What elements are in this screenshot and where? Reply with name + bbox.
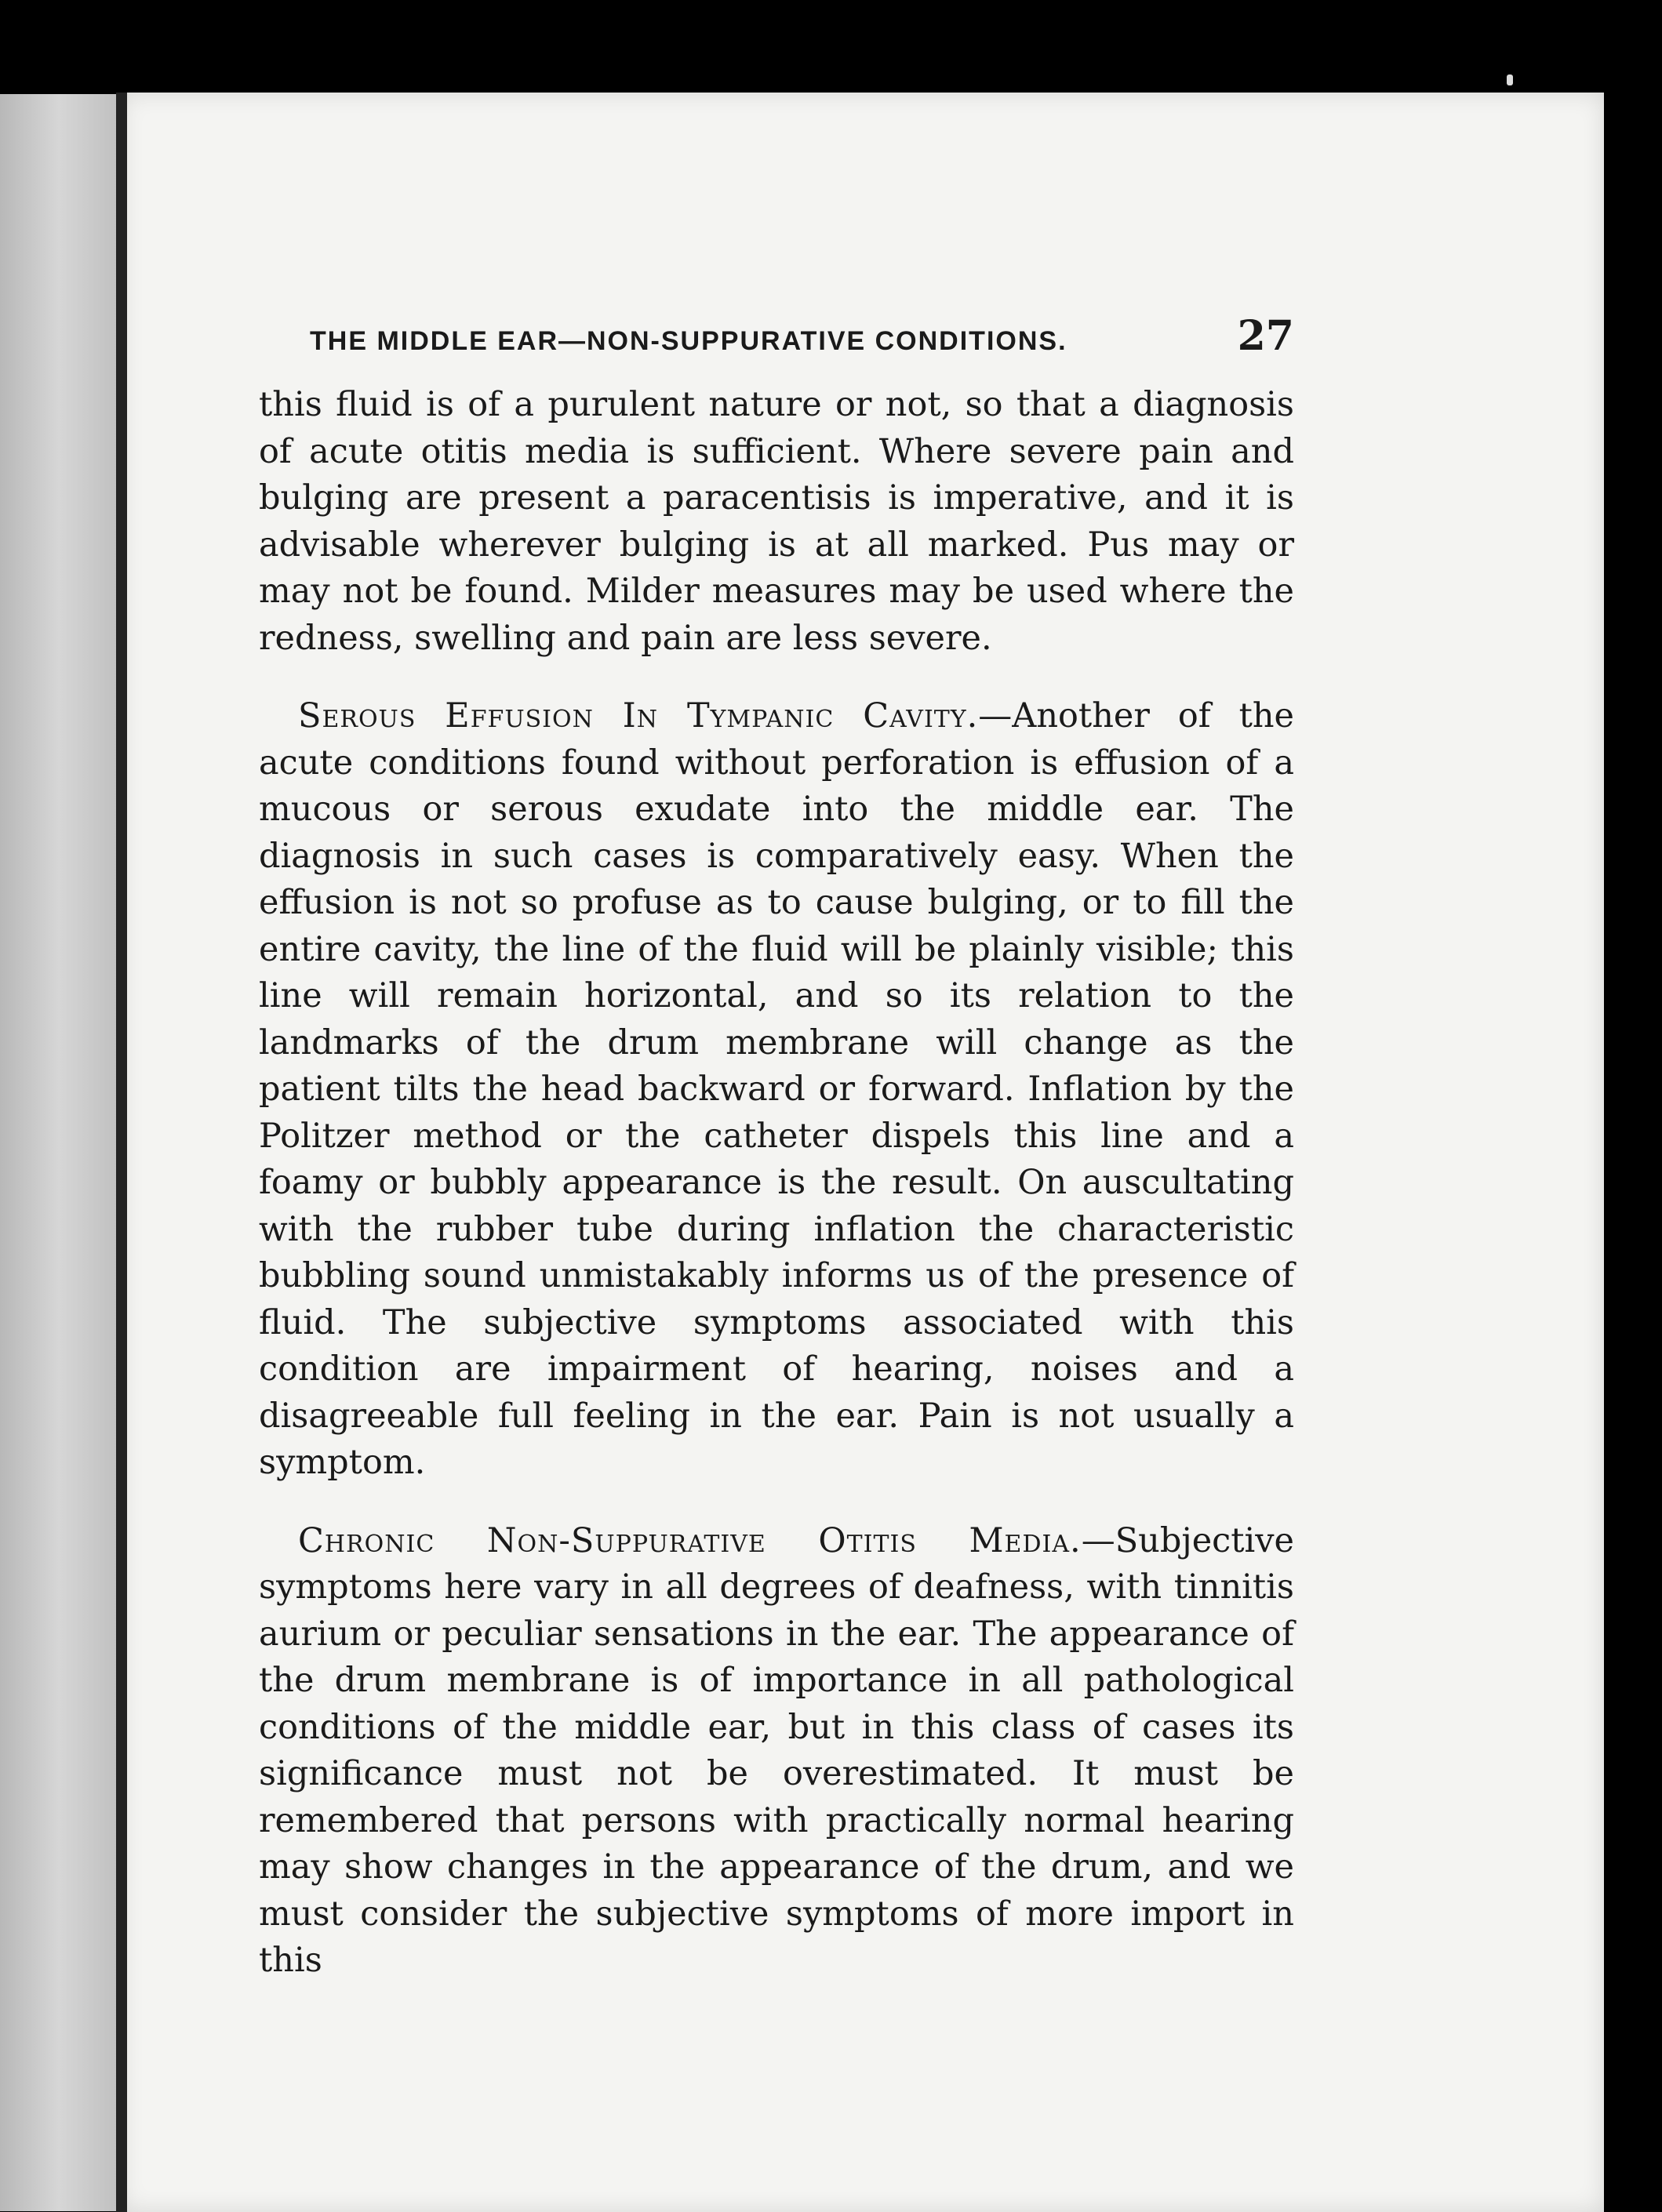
scan-speck <box>1507 74 1513 85</box>
paragraph-1: this fluid is of a purulent nature or not, so that a diagnosis of acute otitis media is sufficient. Where severe pain and bulging are present a paracentisis is imperative, and it is advisable wherever bulging is at all marked. Pus may or may not be found. Milder measures may be used where the redness, swelling and pain are less severe. <box>259 385 1294 658</box>
running-head-title: THE MIDDLE EAR—NON-SUPPURATIVE CONDITIONS. <box>310 326 1067 356</box>
paragraph-3-body: —Subjective symptoms here vary in all degrees of deafness, with tinnitis aurium or peculiar sensations in the ear. The appearance of the drum membrane is of importance in all pathological conditions of the middle ear, but in this class of cases its significance must not be overestimated. It must be remembered that persons with practically normal hearing may show changes in the appearance of the drum, and we must consider the subjective symptoms of more import in this <box>259 1520 1294 1980</box>
left-page-edge <box>0 94 118 2211</box>
section-heading-chronic-otitis: Chronic Non-Suppurative Otitis Media. <box>298 1520 1082 1560</box>
page-number: 27 <box>1237 312 1294 360</box>
page-content <box>259 312 1294 2016</box>
section-heading-serous-effusion: Serous Effusion In Tympanic Cavity. <box>298 696 979 736</box>
running-head <box>310 312 1294 360</box>
paragraph-2 <box>259 693 1294 1487</box>
paragraph-2-body: —Another of the acute conditions found without perforation is effusion of a mucous or serous exudate into the middle ear. The diagnosis in such cases is comparatively easy. When the effusion is not so profuse as to cause bulging, or to fill the entire cavity, the line of the fluid will be plainly visible; this line will remain horizontal, and so its relation to the landmarks of the drum membrane will change as the patient tilts the head backward or forward. Inflation by the Politzer method or the catheter dispels this line and a foamy or bubbly appearance is the result. On auscultating with the rubber tube during inflation the characteristic bubbling sound unmistakably informs us of the presence of fluid. The subjective symptoms associated with this condition are impairment of hearing, noises and a disagreeable full feeling in the ear. Pain is not usually a symptom. <box>259 696 1294 1482</box>
paragraph-3 <box>259 1518 1294 1985</box>
book-page <box>122 93 1604 2212</box>
binding-shadow <box>116 93 127 2212</box>
